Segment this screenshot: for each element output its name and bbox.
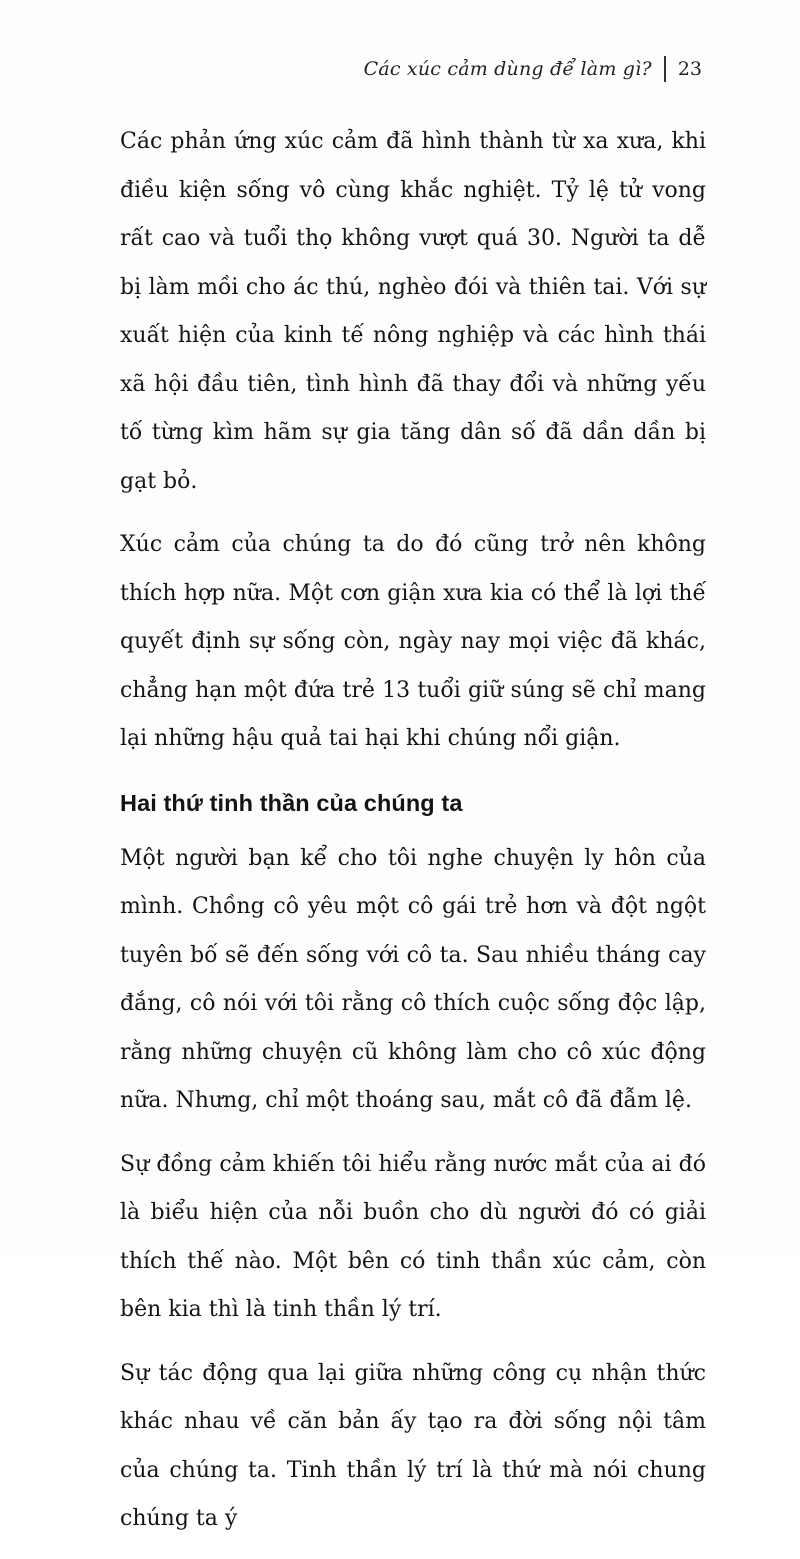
header-divider <box>664 56 666 82</box>
running-header <box>364 56 702 82</box>
paragraph: Sự đồng cảm khiến tôi hiểu rằng nước mắt của ai đó là biểu hiện của nỗi buồn cho dù người đó có giải thích thế nào. Một bên có tinh thần xúc cảm, còn bên kia thì là tinh thần lý trí. <box>120 1151 706 1322</box>
section-heading: Hai thứ tinh thần của chúng ta <box>120 789 463 816</box>
paragraph: Xúc cảm của chúng ta do đó cũng trở nên không thích hợp nữa. Một cơn giận xưa kia có thể là lợi thế quyết định sự sống còn, ngày nay mọi việc đã khác, chẳng hạn một đứa trẻ 13 tuổi giữ súng sẽ chỉ mang lại những hậu quả tai hại khi chúng nổi giận. <box>120 532 706 751</box>
paragraph: Các phản ứng xúc cảm đã hình thành từ xa xưa, khi điều kiện sống vô cùng khắc nghiệt. Tỷ lệ tử vong rất cao và tuổi thọ không vượt quá 30. Người ta dễ bị làm mồi cho ác thú, nghèo đói và thiên tai. Với sự xuất hiện của kinh tế nông nghiệp và các hình thái xã hội đầu tiên, tình hình đã thay đổi và những yếu tố từng kìm hãm sự gia tăng dân số đã dần dần bị gạt bỏ. <box>120 129 706 494</box>
paragraph: Sự tác động qua lại giữa những công cụ nhận thức khác nhau về căn bản ấy tạo ra đời sống nội tâm của chúng ta. Tinh thần lý trí là thứ mà nói chung chúng ta ý <box>120 1360 706 1531</box>
paragraph: Một người bạn kể cho tôi nghe chuyện ly hôn của mình. Chồng cô yêu một cô gái trẻ hơn và đột ngột tuyên bố sẽ đến sống với cô ta. Sau nhiều tháng cay đắng, cô nói với tôi rằng cô thích cuộc sống độc lập, rằng những chuyện cũ không làm cho cô xúc động nữa. Nhưng, chỉ một thoáng sau, mắt cô đã đẫm lệ. <box>120 845 706 1113</box>
running-title: Các xúc cảm dùng để làm gì? <box>363 58 652 80</box>
page-number: 23 <box>677 58 702 80</box>
page-body <box>120 118 706 1559</box>
